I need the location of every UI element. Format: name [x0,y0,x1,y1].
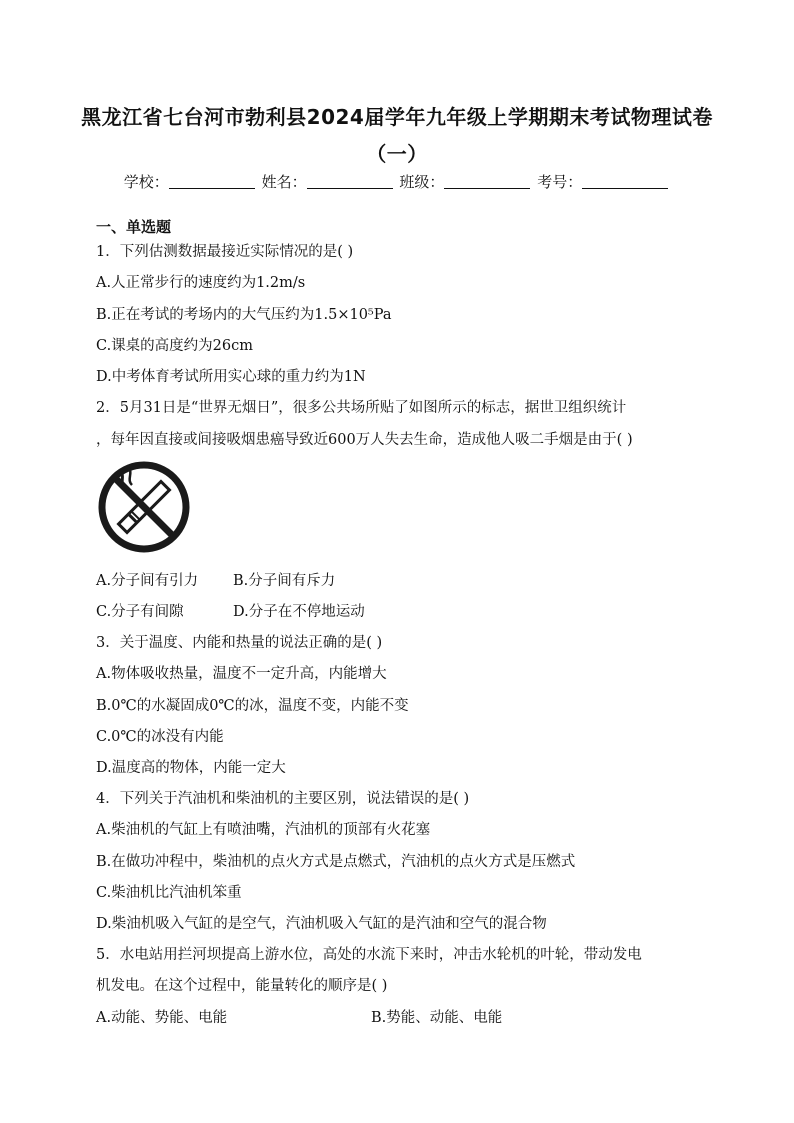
q3-option-a: A.物体吸收热量，温度不一定升高，内能增大 [96,666,387,682]
q3-stem: 3．关于温度、内能和热量的说法正确的是( ) [96,635,383,651]
q2-option-c: C.分子有间隙 [96,604,184,620]
q5-stem-line1: 5．水电站用拦河坝提高上游水位，高处的水流下来时，冲击水轮机的叶轮，带动发电 [96,947,642,963]
section-heading: 一、单选题 [96,218,172,236]
name-blank[interactable] [307,174,393,189]
q5-option-a: A.动能、势能、电能 [96,1010,228,1026]
q2-option-d: D.分子在不停地运动 [233,604,365,620]
q1-option-a: A.人正常步行的速度约为1.2m/s [96,275,306,291]
q2-option-b: B.分子间有斥力 [233,573,336,589]
q4-option-a: A.柴油机的气缸上有喷油嘴，汽油机的顶部有火花塞 [96,822,431,838]
q3-option-b: B.0℃的水凝固成0℃的冰，温度不变，内能不变 [96,698,409,714]
student-info-row [0,171,794,192]
q4-option-b: B.在做功冲程中，柴油机的点火方式是点燃式，汽油机的点火方式是压燃式 [96,854,576,870]
school-blank[interactable] [169,174,255,189]
q4-option-d: D.柴油机吸入气缸的是空气，汽油机吸入气缸的是汽油和空气的混合物 [96,916,547,932]
q5-option-b: B.势能、动能、电能 [371,1010,503,1026]
exam-subtitle: （一） [366,142,428,166]
q3-option-d: D.温度高的物体，内能一定大 [96,760,286,776]
q2-stem-line1: 2．5月31日是“世界无烟日”，很多公共场所贴了如图所示的标志，据世卫组织统计 [96,400,627,416]
q5-stem-line2: 机发电。在这个过程中，能量转化的顺序是( ) [96,978,388,994]
number-label: 考号： [537,173,583,191]
q4-option-c: C.柴油机比汽油机笨重 [96,885,242,901]
q1-stem: 1．下列估测数据最接近实际情况的是( ) [96,244,354,260]
q3-option-c: C.0℃的冰没有内能 [96,729,224,745]
q1-option-d: D.中考体育考试所用实心球的重力约为1N [96,369,366,385]
name-label: 姓名： [261,173,307,191]
number-blank[interactable] [582,174,668,189]
school-label: 学校： [123,173,169,191]
exam-title: 黑龙江省七台河市勃利县2024届学年九年级上学期期末考试物理试卷 [81,105,713,129]
q1-option-b: B.正在考试的考场内的大气压约为1.5×10⁵Pa [96,307,392,323]
q4-stem: 4．下列关于汽油机和柴油机的主要区别，说法错误的是( ) [96,791,470,807]
class-label: 班级： [399,173,445,191]
class-blank[interactable] [444,174,530,189]
q2-option-a: A.分子间有引力 [96,573,199,589]
no-smoking-sign-icon [96,459,192,555]
q1-option-c: C.课桌的高度约为26cm [96,338,254,354]
q2-stem-line2: ，每年因直接或间接吸烟患癌导致近600万人失去生命，造成他人吸二手烟是由于( ) [96,432,633,448]
